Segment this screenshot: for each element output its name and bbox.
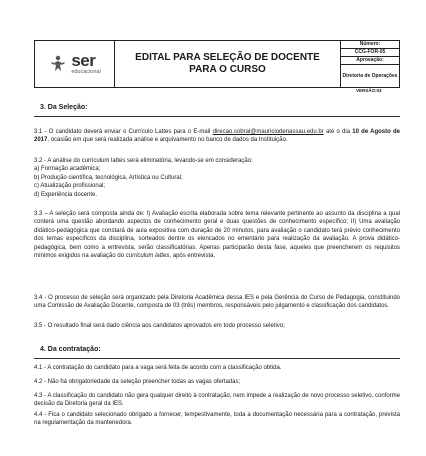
email-link[interactable]: direcao.sobral@mauriciodenassau.edu.br <box>212 129 324 135</box>
p32-item-d: d) Experiência docente. <box>34 191 98 198</box>
paragraph-4-2 <box>34 378 400 386</box>
section-3-title: 3. Da Seleção: <box>40 104 88 111</box>
title-line-1: EDITAL PARA SELEÇÃO DE DOCENTE <box>135 52 320 63</box>
numero-value: CCG-FOR-05 <box>341 49 399 57</box>
p33-italic: curriculum lattes <box>125 253 170 260</box>
p31-text-b: até o dia <box>325 129 351 135</box>
logo <box>35 41 115 87</box>
paragraph-3-2 <box>34 157 400 199</box>
p32-lead: 3.2 - A análise do curriculum lattes será eliminatória, levando-se em consideração: <box>34 158 253 164</box>
paragraph-4-4 <box>34 411 400 428</box>
p31-text-c: , ocasião em que será realizada análise e arquivamento no banco de dados da Instituição. <box>47 137 288 144</box>
paragraph-3-3 <box>34 210 400 260</box>
paragraph-3-1 <box>34 128 400 145</box>
p44-text: 4.4 - Fica o candidato selecionado obrigado a fornecer, tempestivamente, toda a documentação necessária para a contratação, prevista na regulamentação da mantenedora. <box>34 412 400 427</box>
version-label: VERSÃO:03 <box>356 88 382 93</box>
section-3-rule <box>34 116 400 117</box>
paragraph-3-5 <box>34 322 400 330</box>
p32-item-b: b) Produção científica, tecnológica, Artística ou Cultural; <box>34 174 183 181</box>
p31-text-a: 3.1 - O candidato deverá enviar o Currículo Lattes para o E-mail <box>34 129 211 135</box>
p34-text: 3.4 - O processo de seleção será organizado pela Diretoria Acadêmica dessa IES e pela Gerência do Curso de Pedagogia, constituindo uma Comissão de Avaliação Docente, composta de 03 (três) membros, responsáveis pelo julgamento e classificação dos candidatos. <box>34 295 400 310</box>
paragraph-3-4 <box>34 294 400 311</box>
numero-label: Número: <box>341 41 399 49</box>
paragraph-4-1 <box>34 364 400 372</box>
section-4-title: 4. Da contratação: <box>40 346 101 353</box>
p33-text-b: , após entrevista. <box>169 253 216 260</box>
aprovacao-value: Diretoria de Operações <box>342 73 398 79</box>
p43-text: 4.3 - A classificação do candidato não gera qualquer direito à contratação, nem impede a realização de novo processo seletivo, conforme decisão da Diretoria geral da IES. <box>34 393 400 408</box>
p32-item-a: a) Formação acadêmica; <box>34 166 101 173</box>
p32-item-c: c) Atualização profissional; <box>34 183 106 190</box>
paragraph-4-3 <box>34 392 400 409</box>
title-line-2: PARA O CURSO <box>189 64 266 75</box>
p31-date: 10 de Agosto de 2017 <box>34 129 401 144</box>
p42-text: 4.2 - Não há obrigatoriedade da seleção preencher todas as vagas ofertadas; <box>34 379 241 385</box>
section-4-rule <box>34 358 400 359</box>
logo-subtitle: educacional <box>71 69 101 76</box>
p41-text: 4.1 - A contratação do candidato para a vaga será feita de acordo com a classificação obtida. <box>34 365 282 371</box>
aprovacao-label: Aprovação: <box>341 57 399 65</box>
logo-name: ser <box>71 51 96 71</box>
p35-text: 3.5 - O resultado final será dado ciência aos candidatos aprovados em todo processo seletivo; <box>34 323 285 329</box>
p33-text-a: 3.3 – A seleção será composta ainda de: I) Avaliação escrita elaborada sobre tema relevante pertinente ao assunto da disciplina a qual conterá uma questão abordando aspectos de conhecimento geral e duas questões de conhecimento específico; II) Uma avaliação didático-pedagógica que constará de aula expositiva com duração de 20 minutos, para avaliação o candidato terá prévio conhecimento dos temas específicos da disciplina, sorteados dentre os elencados no ementário para realização da avaliação. A prova didático-pedagógica, bem como a entrevista, serão classificatórias. Apenas participarão desta fase, aqueles que preencherem os requisitos mínimos exigidos na avaliação do <box>34 211 400 260</box>
ser-star-icon <box>48 54 68 74</box>
document-meta <box>341 41 399 87</box>
document-header <box>34 40 400 88</box>
document-title <box>115 41 341 87</box>
